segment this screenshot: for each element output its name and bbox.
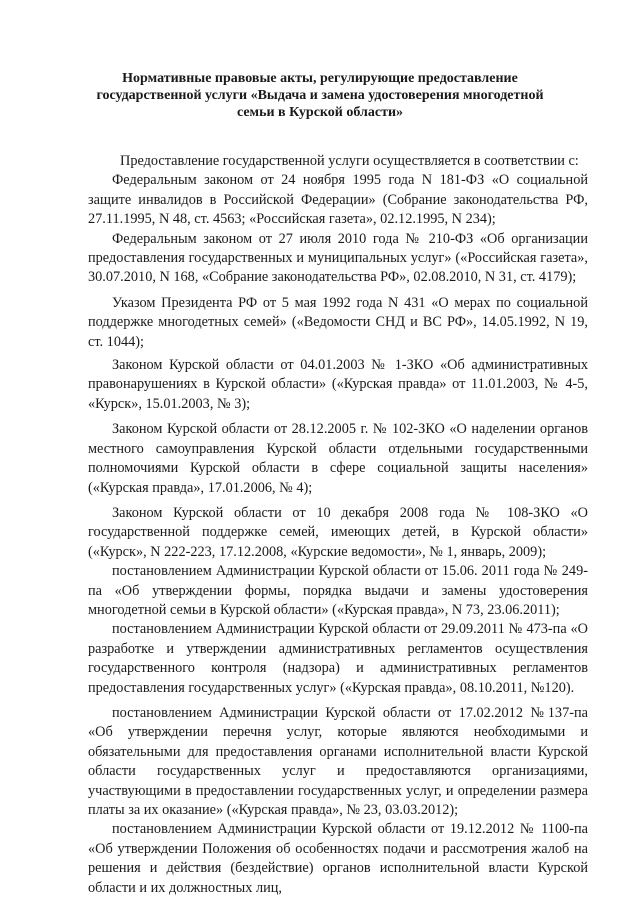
paragraph-law-210: Федеральным законом от 27 июля 2010 года № 210-ФЗ «Об организации предоставления государственных и муниципальных услуг» («Российская газета», 30.07.2010, N 168, «Собрание законодательства РФ», 02.08.2010, N 31, ст. 4179); <box>88 230 588 286</box>
paragraph-decree-431: Указом Президента РФ от 5 мая 1992 года N 431 «О мерах по социальной поддержке многодетных семей» («Ведомости СНД и ВС РФ», 14.05.1992, N 19, ст. 1044); <box>88 294 588 350</box>
paragraph-intro: Предоставление государственной услуги осуществляется в соответствии с: <box>120 153 579 169</box>
paragraph-resolution-137: постановлением Администрации Курской области от 17.02.2012 №137-па «Об утверждении перечня услуг, которые являются необходимыми и обязательными для предоставления органами исполнительной власти Курской области государственных услуг и предоставляются организациями, участвующими в предоставлении государственных услуг, и определении размера платы за их оказание» («Курская правда», № 23, 03.03.2012); <box>88 704 588 818</box>
paragraph-resolution-1100: постановлением Администрации Курской области от 19.12.2012 № 1100-па «Об утверждении Положения об особенностях подачи и рассмотрения жалоб на решения и действия (бездействие) органов исполнительной власти Курской области и их должностных лиц, <box>88 821 588 896</box>
paragraph-zko-102: Законом Курской области от 28.12.2005 г. № 102-ЗКО «О наделении органов местного самоуправления Курской области отдельными государственными полномочиями Курской области в сфере социальной защиты населения» («Курская правда», 17.01.2006, № 4); <box>88 421 588 496</box>
document-title: Нормативные правовые акты, регулирующие предоставление государственной услуги «Выдача и замена удостоверения многодетной семьи в Курской области» <box>96 71 544 120</box>
paragraph-zko-1: Законом Курской области от 04.01.2003 № 1-ЗКО «Об административных правонарушениях в Курской области» («Курская правда» от 11.01.2003, № 4-5, «Курск», 15.01.2003, № 3); <box>88 357 588 412</box>
paragraph-resolution-249: постановлением Администрации Курской области от 15.06. 2011 года № 249-па «Об утверждении формы, порядка выдачи и замены удостоверения многодетной семьи в Курской области» («Курская правда», N 73, 23.06.2011); <box>88 563 588 618</box>
paragraph-zko-108: Законом Курской области от 10 декабря 2008 года № 108-ЗКО «О государственной поддержке семей, имеющих детей, в Курской области» («Курск», N 222-223, 17.12.2008, «Курские ведомости», № 1, январь, 2009); <box>88 504 588 560</box>
paragraph-resolution-473: постановлением Администрации Курской области от 29.09.2011 № 473-па «О разработке и утверждении административных регламентов осуществления государственного контроля (надзора) и административных регламентов предоставления государственных услуг» («Курская правда», 08.10.2011, №120). <box>88 621 588 696</box>
paragraph-law-181: Федеральным законом от 24 ноября 1995 года N 181-ФЗ «О социальной защите инвалидов в Российской Федерации» (Собрание законодательства РФ, 27.11.1995, N 48, ст. 4563; «Российская газета», 02.12.1995, N 234); <box>88 172 588 228</box>
document-body <box>88 152 588 898</box>
